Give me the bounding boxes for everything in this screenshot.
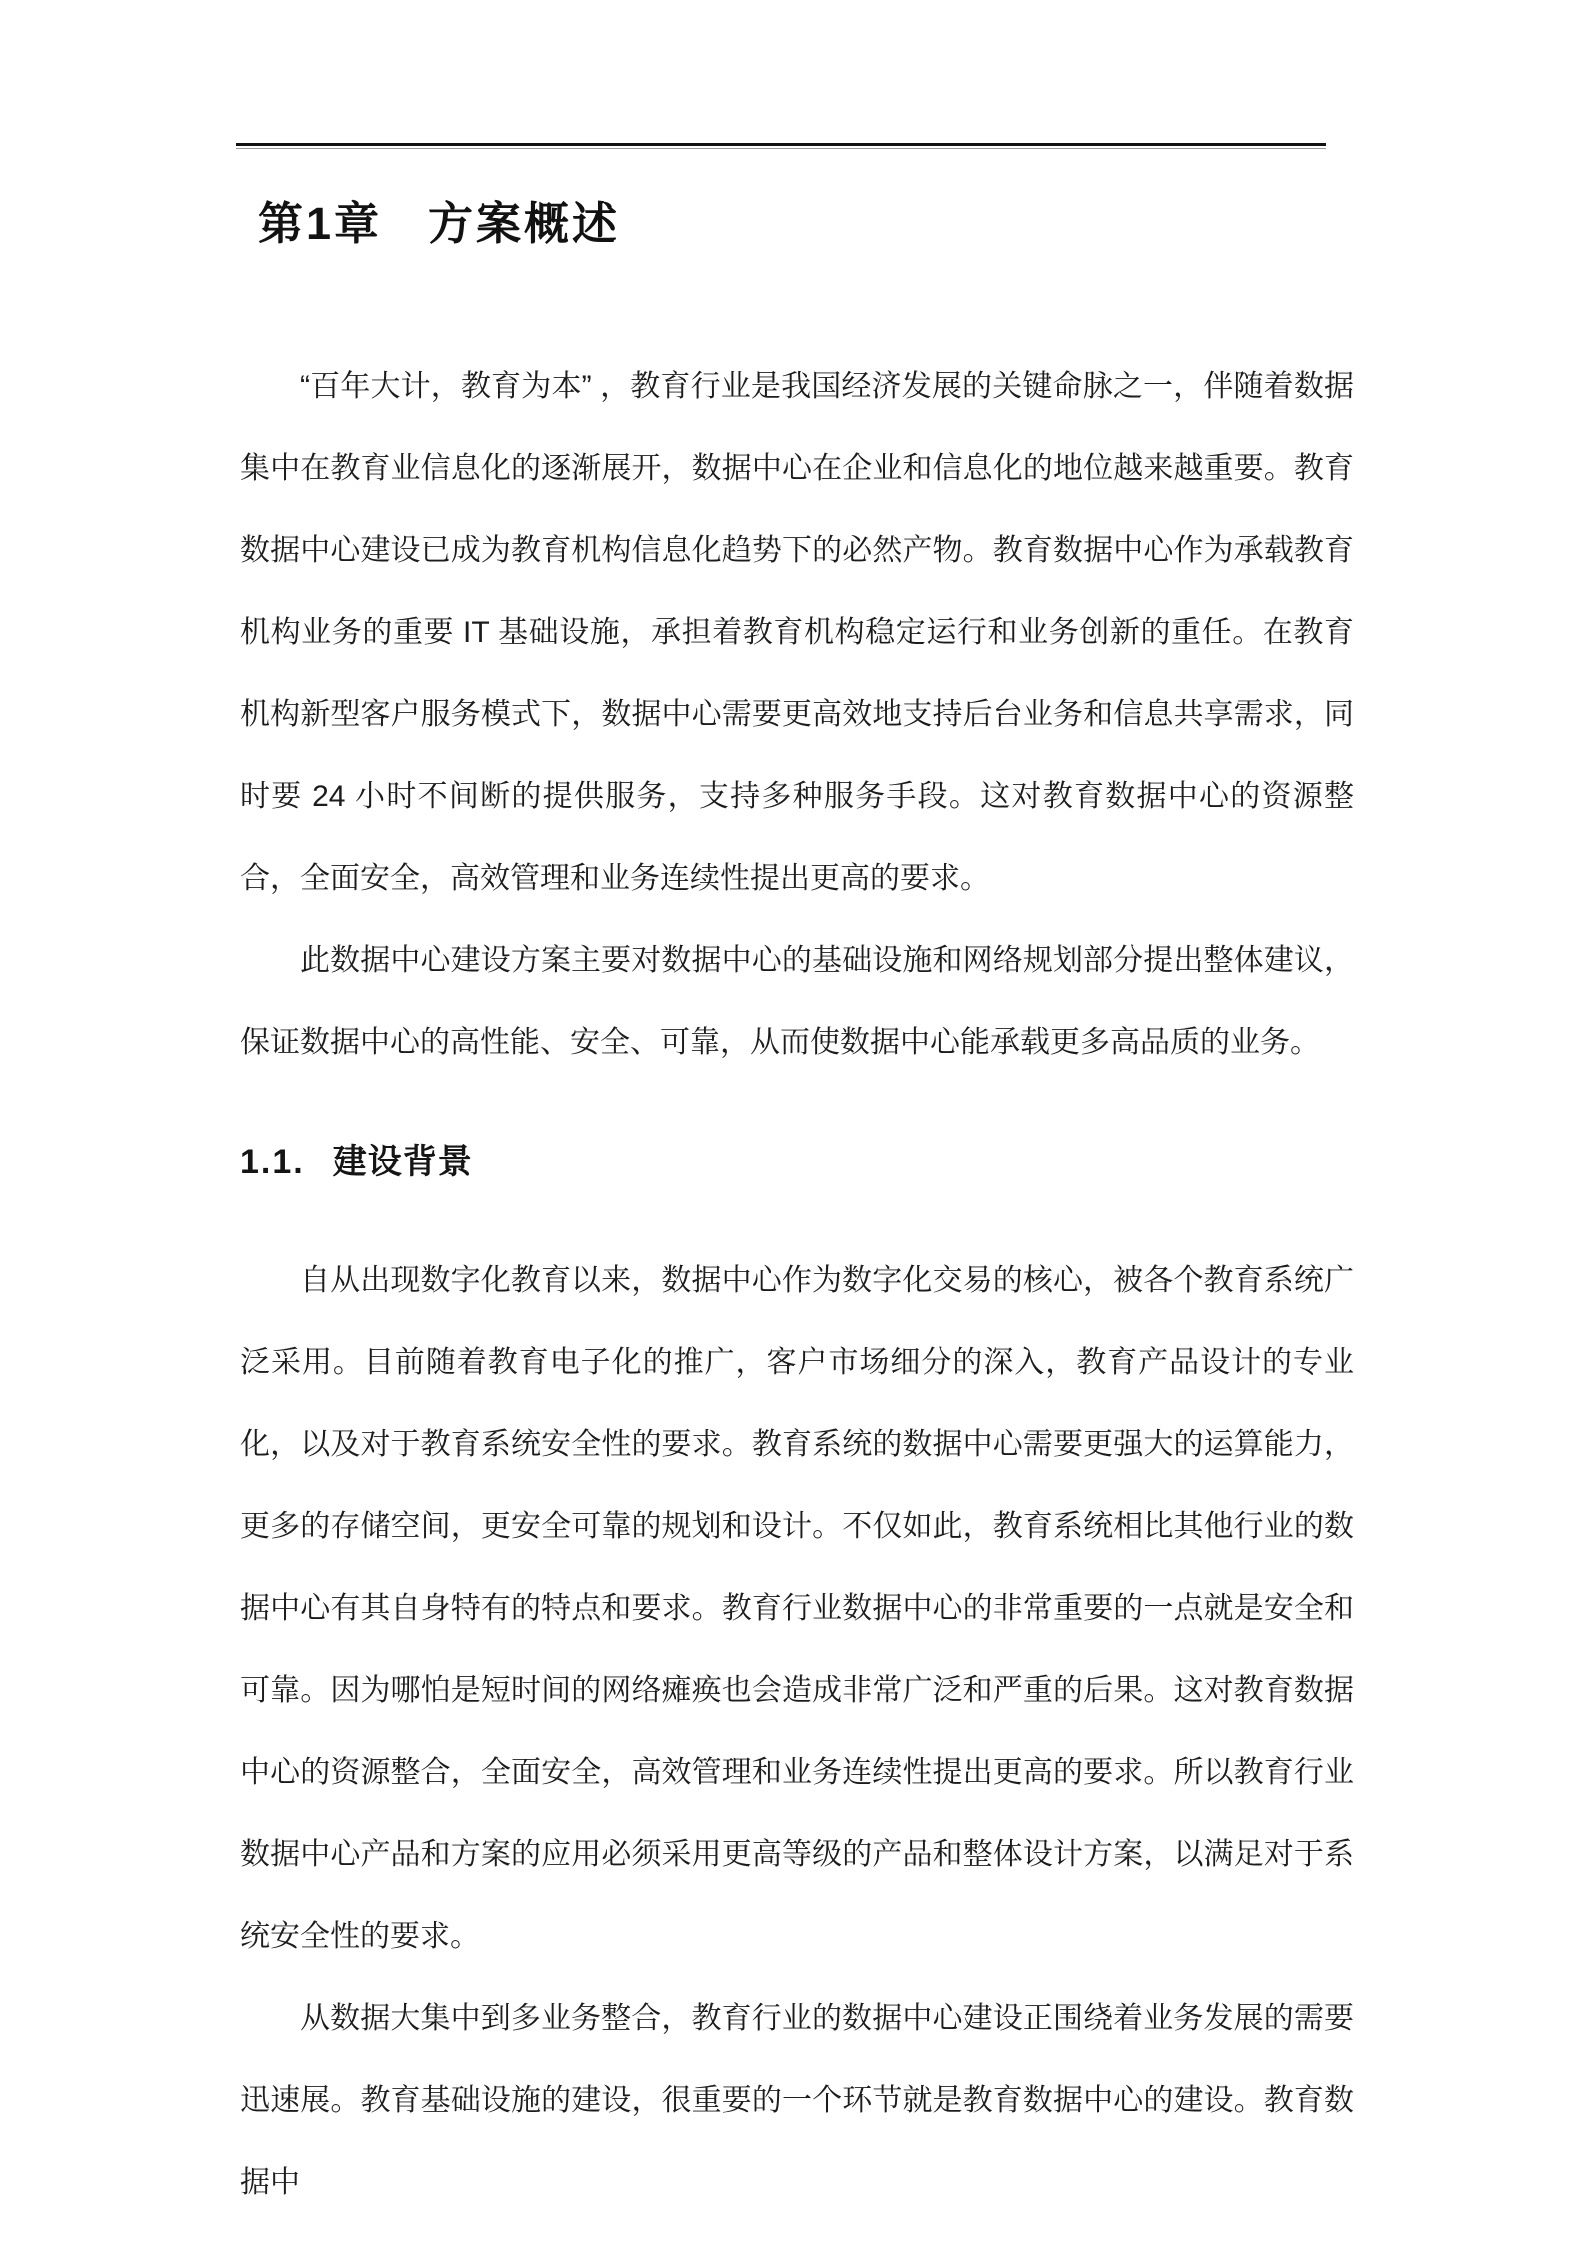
- section-heading-1-1: [240, 1140, 1354, 1184]
- header-rule: [236, 143, 1326, 149]
- content-area: [240, 346, 1354, 2224]
- chapter-title: 方案概述: [428, 198, 621, 249]
- paragraph-intro-2: 此数据中心建设方案主要对数据中心的基础设施和网络规划部分提出整体建议，保证数据中心的高性能、安全、可靠，从而使数据中心能承载更多高品质的业务。: [240, 944, 1354, 1059]
- paragraph-section-2: 从数据大集中到多业务整合，教育行业的数据中心建设正围绕着业务发展的需要迅速展。教育基础设施的建设，很重要的一个环节就是教育数据中心的建设。教育数据中: [240, 2002, 1354, 2199]
- paragraph-section-1: 自从出现数字化教育以来，数据中心作为数字化交易的核心，被各个教育系统广泛采用。目前随着教育电子化的推广，客户市场细分的深入，教育产品设计的专业化，以及对于教育系统安全性的要求。教育系统的数据中心需要更强大的运算能力，更多的存储空间，更安全可靠的规划和设计。不仅如此，教育系统相比其他行业的数据中心有其自身特有的特点和要求。教育行业数据中心的非常重要的一点就是安全和可靠。因为哪怕是短时间的网络瘫痪也会造成非常广泛和严重的后果。这对教育数据中心的资源整合，全面安全，高效管理和业务连续性提出更高的要求。所以教育行业数据中心产品和方案的应用必须采用更高等级的产品和整体设计方案，以满足对于系统安全性的要求。: [240, 1264, 1354, 1953]
- section-title: 建设背景: [332, 1143, 473, 1181]
- paragraph-intro-1: “百年大计，教育为本” ，教育行业是我国经济发展的关键命脉之一，伴随着数据集中在教育业信息化的逐渐展开，数据中心在企业和信息化的地位越来越重要。教育数据中心建设已成为教育机构信息化趋势下的必然产物。教育数据中心作为承载教育机构业务的重要 IT 基础设施，承担着教育机构稳定运行和业务创新的重任。在教育机构新型客户服务模式下，数据中心需要更高效地支持后台业务和信息共享需求，同时要 24 小时不间断的提供服务，支持多种服务手段。这对教育数据中心的资源整合，全面安全，高效管理和业务连续性提出更高的要求。: [240, 370, 1354, 895]
- section-number: 1.1.: [240, 1143, 305, 1181]
- chapter-number: 第1章: [258, 198, 383, 249]
- chapter-heading: [258, 196, 620, 252]
